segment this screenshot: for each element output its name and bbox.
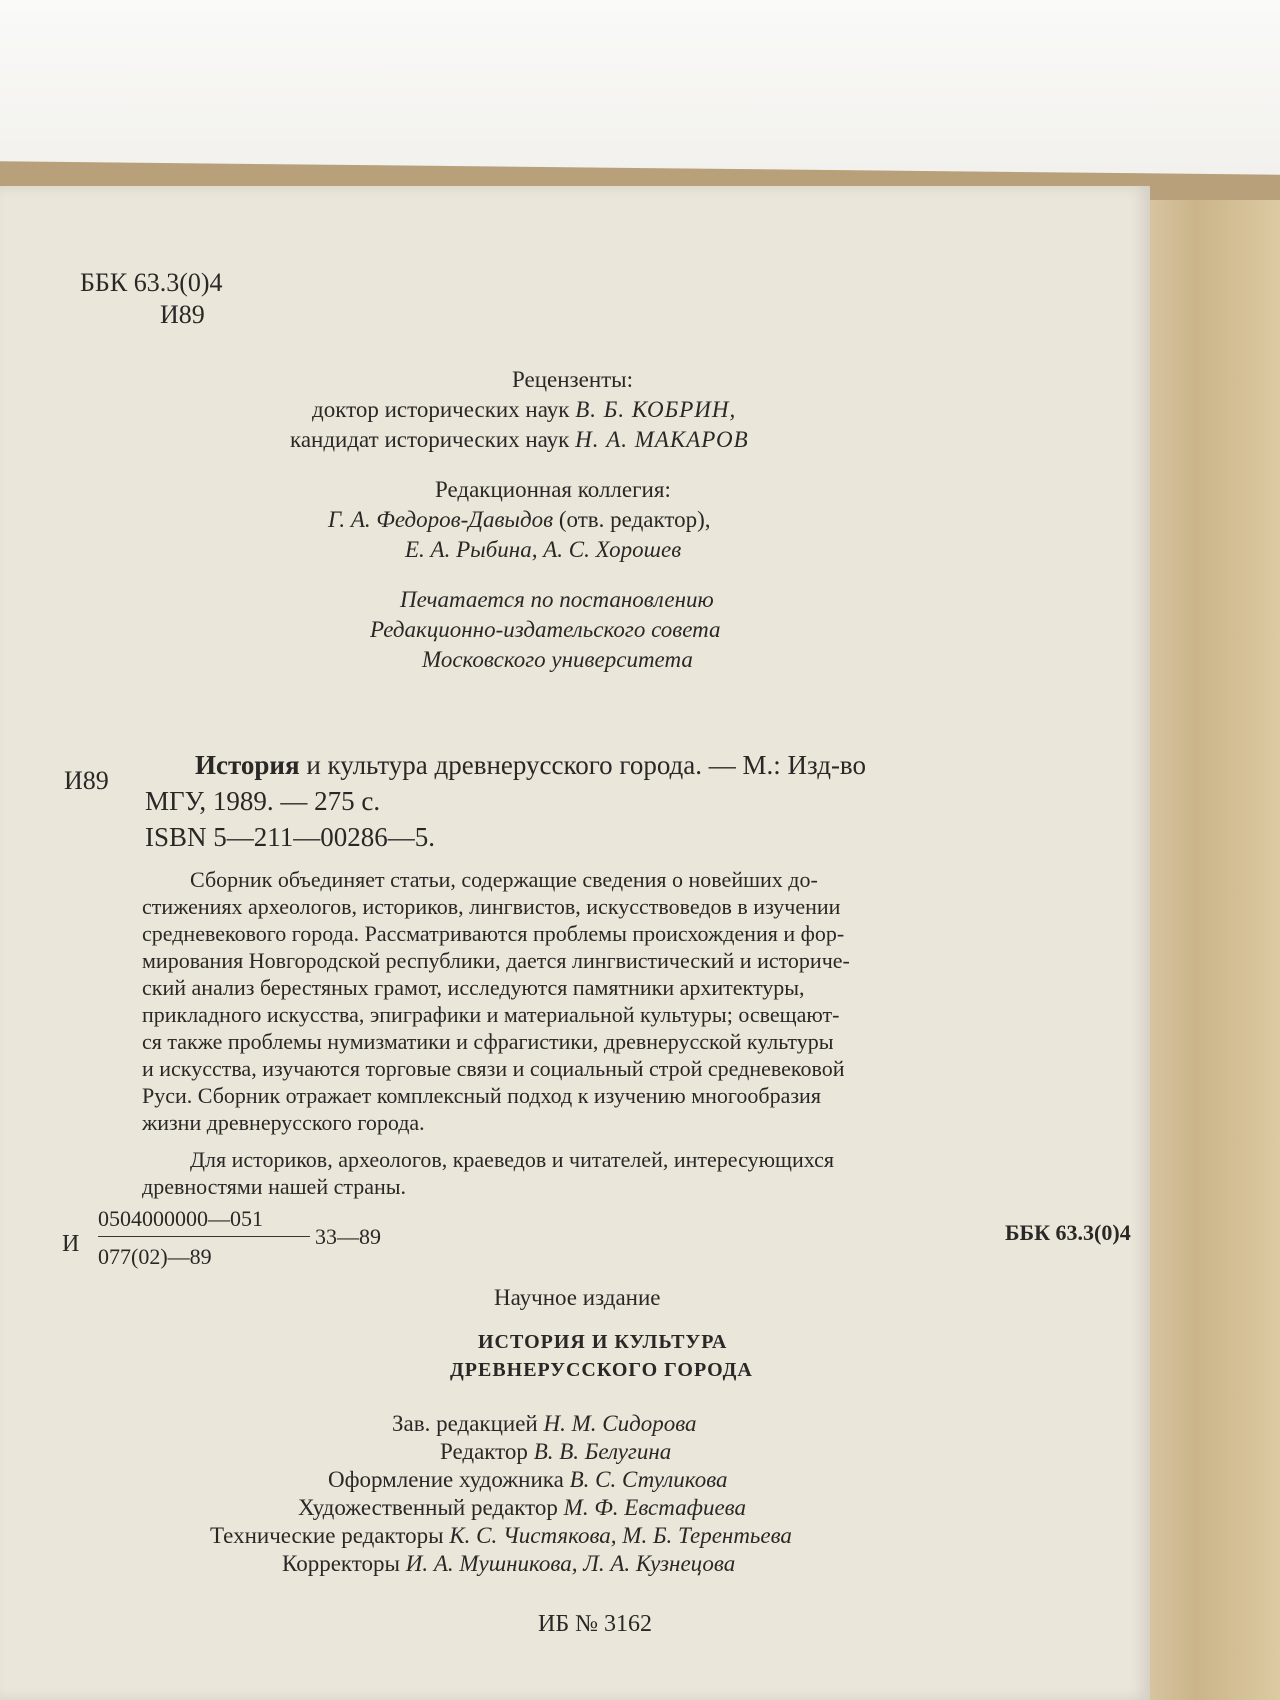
abstract-line: прикладного искусства, эпиграфики и материальной культуры; освещают- bbox=[142, 1002, 840, 1027]
table-background bbox=[0, 0, 1280, 190]
index-numerator: 0504000000—051 bbox=[98, 1206, 263, 1231]
credit-line bbox=[392, 1412, 697, 1435]
credit-name: Н. М. Сидорова bbox=[543, 1411, 697, 1436]
reviewer-2-degree: кандидат исторических наук bbox=[290, 427, 570, 452]
credit-name: К. С. Чистякова, М. Б. Терентьева bbox=[449, 1523, 792, 1548]
book-title-line-1: ИСТОРИЯ И КУЛЬТУРА bbox=[478, 1331, 728, 1353]
credit-role: Зав. редакцией bbox=[392, 1411, 538, 1436]
catalog-title bbox=[195, 752, 866, 779]
index-denominator: 077(02)—89 bbox=[98, 1244, 212, 1269]
credit-line bbox=[440, 1440, 671, 1463]
credit-line bbox=[282, 1552, 735, 1575]
publish-note-2: Редакционно-издательского совета bbox=[370, 617, 721, 642]
index-suffix: 33—89 bbox=[315, 1224, 381, 1249]
abstract-line: Сборник объединяет статьи, содержащие сведения о новейших до- bbox=[190, 867, 818, 892]
publish-note-3: Московского университета bbox=[422, 647, 693, 672]
credit-name: И. А. Мушникова, Л. А. Кузнецова bbox=[405, 1551, 736, 1576]
board-line-2: Е. А. Рыбина, А. С. Хорошев bbox=[405, 537, 682, 562]
index-letter: И bbox=[62, 1231, 80, 1257]
ib-number: ИБ № 3162 bbox=[538, 1611, 653, 1637]
audience-line: древностями нашей страны. bbox=[142, 1174, 407, 1199]
abstract-line: и искусства, изучаются торговые связи и социальный строй средневековой bbox=[142, 1056, 845, 1081]
board-line-1 bbox=[328, 508, 711, 531]
abstract-line: мирования Новгородской республики, дается лингвистический и историче- bbox=[142, 948, 850, 973]
board-editor-role: (отв. редактор), bbox=[558, 507, 711, 532]
reviewer-2-name: Н. А. МАКАРОВ bbox=[575, 427, 749, 452]
catalog-isbn: ISBN 5—211—00286—5. bbox=[145, 822, 436, 852]
book-page bbox=[0, 186, 1150, 1700]
reviewer-1-name: В. Б. КОБРИН, bbox=[575, 397, 737, 422]
reviewers-heading: Рецензенты: bbox=[512, 367, 634, 392]
reviewer-1-degree: доктор исторических наук bbox=[312, 397, 570, 422]
book-title-line-2: ДРЕВНЕРУССКОГО ГОРОДА bbox=[450, 1359, 753, 1381]
catalog-publication: МГУ, 1989. — 275 с. bbox=[145, 786, 381, 816]
abstract-line: жизни древнерусского города. bbox=[142, 1110, 425, 1135]
credit-name: М. Ф. Евстафиева bbox=[563, 1495, 747, 1520]
credit-line bbox=[328, 1468, 728, 1491]
catalog-title-rest: и культура древнерусского города. — М.: Изд-во bbox=[306, 750, 866, 780]
abstract-line: стижениях археологов, историков, лингвистов, искусствоведов в изучении bbox=[142, 894, 841, 919]
credit-name: В. В. Белугина bbox=[533, 1439, 672, 1464]
credit-role: Корректоры bbox=[282, 1551, 400, 1576]
catalog-title-bold: История bbox=[195, 750, 300, 780]
audience bbox=[142, 1146, 1142, 1206]
fraction-line bbox=[98, 1236, 310, 1237]
code-top: И89 bbox=[160, 300, 205, 329]
page-stack-edge bbox=[1140, 200, 1280, 1700]
abstract-line: ся также проблемы нумизматики и сфрагистики, древнерусской культуры bbox=[142, 1029, 834, 1054]
credit-role: Оформление художника bbox=[328, 1467, 564, 1492]
catalog-code: И89 bbox=[64, 766, 109, 795]
bbk-top: ББК 63.3(0)4 bbox=[80, 268, 223, 297]
abstract-line: ский анализ берестяных грамот, исследуются памятники архитектуры, bbox=[142, 975, 805, 1000]
publish-note-1: Печатается по постановлению bbox=[400, 587, 714, 612]
index-bbk: ББК 63.3(0)4 bbox=[1005, 1220, 1131, 1245]
credit-role: Технические редакторы bbox=[210, 1523, 444, 1548]
abstract-line: средневекового города. Рассматриваются проблемы происхождения и фор- bbox=[142, 921, 845, 946]
board-heading: Редакционная коллегия: bbox=[435, 477, 671, 502]
board-editor-name: Г. А. Федоров-Давыдов bbox=[328, 507, 554, 532]
reviewer-1 bbox=[312, 398, 736, 421]
credit-line bbox=[210, 1524, 792, 1547]
credit-name: В. С. Стуликова bbox=[569, 1467, 728, 1492]
audience-line: Для историков, археологов, краеведов и читателей, интересующихся bbox=[190, 1147, 834, 1172]
abstract bbox=[142, 866, 1142, 1146]
credit-role: Художественный редактор bbox=[298, 1495, 558, 1520]
abstract-line: Руси. Сборник отражает комплексный подход к изучению многообразия bbox=[142, 1083, 821, 1108]
credit-role: Редактор bbox=[440, 1439, 528, 1464]
credit-line bbox=[298, 1496, 746, 1519]
edition-type: Научное издание bbox=[494, 1285, 661, 1310]
reviewer-2 bbox=[290, 428, 749, 451]
